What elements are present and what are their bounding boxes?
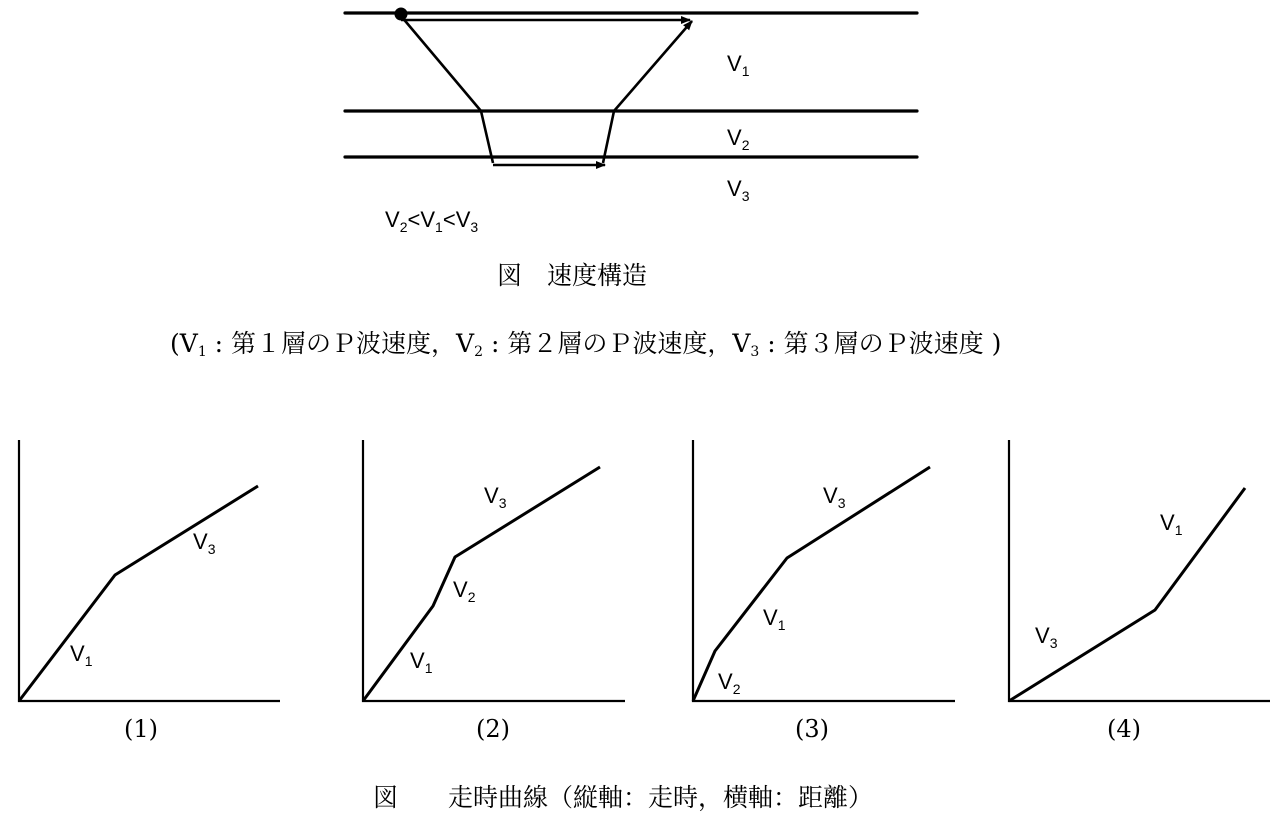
panel-2-number: (2) [476,715,510,743]
panel-3-axes [693,440,955,701]
panel-4-label-v3: $V_3$ [1035,623,1058,651]
panel-4-number: (4) [1107,715,1141,743]
layer-label-v3: $V_3$ [727,176,750,204]
panel-1-number: (1) [124,715,158,743]
velocity-structure-caption: 図 速度構造 [497,261,648,290]
panel-2-label-v3: $V_3$ [484,483,507,511]
layer-label-v2: $V_2$ [727,125,750,153]
velocity-relation: $V_2<V_1<V_3$ [385,207,479,235]
panel-4-axes [1009,440,1270,701]
panel-4-label-v1: $V_1$ [1160,510,1183,538]
layer-label-v1: $V_1$ [727,51,750,79]
travel-time-panel-2 [363,440,625,743]
travel-time-panel-4 [1009,440,1270,743]
travel-time-panel-3 [693,440,955,743]
panel-1-axes [19,440,280,701]
panel-2-label-v1: $V_1$ [410,648,433,676]
panel-3-label-v3: $V_3$ [823,483,846,511]
panel-1-label-v3: $V_3$ [193,529,216,557]
velocity-legend-note: (V1 : 第１層のＰ波速度，V2 : 第２層のＰ波速度，V3 : 第３層のＰ波速度 ) [170,329,1002,360]
panel-1-label-v1: $V_1$ [70,641,93,669]
panel-3-label-v2: $V_2$ [718,669,741,697]
panel-2-axes [363,440,625,701]
panel-2-curve [363,467,600,701]
source-point [395,8,408,21]
panel-2-label-v2: $V_2$ [453,577,476,605]
panel-4-curve [1009,488,1245,701]
panel-3-curve [693,467,930,701]
travel-time-panel-1 [19,440,280,743]
travel-time-caption: 図 走時曲線（縦軸：走時，横軸：距離） [373,783,874,812]
panel-3-number: (3) [795,715,829,743]
velocity-structure-diagram [170,8,1001,361]
panel-1-curve [19,486,258,701]
refracted-ray-up [603,21,692,163]
panel-3-label-v1: $V_1$ [763,605,786,633]
refracted-ray-down [401,16,493,163]
